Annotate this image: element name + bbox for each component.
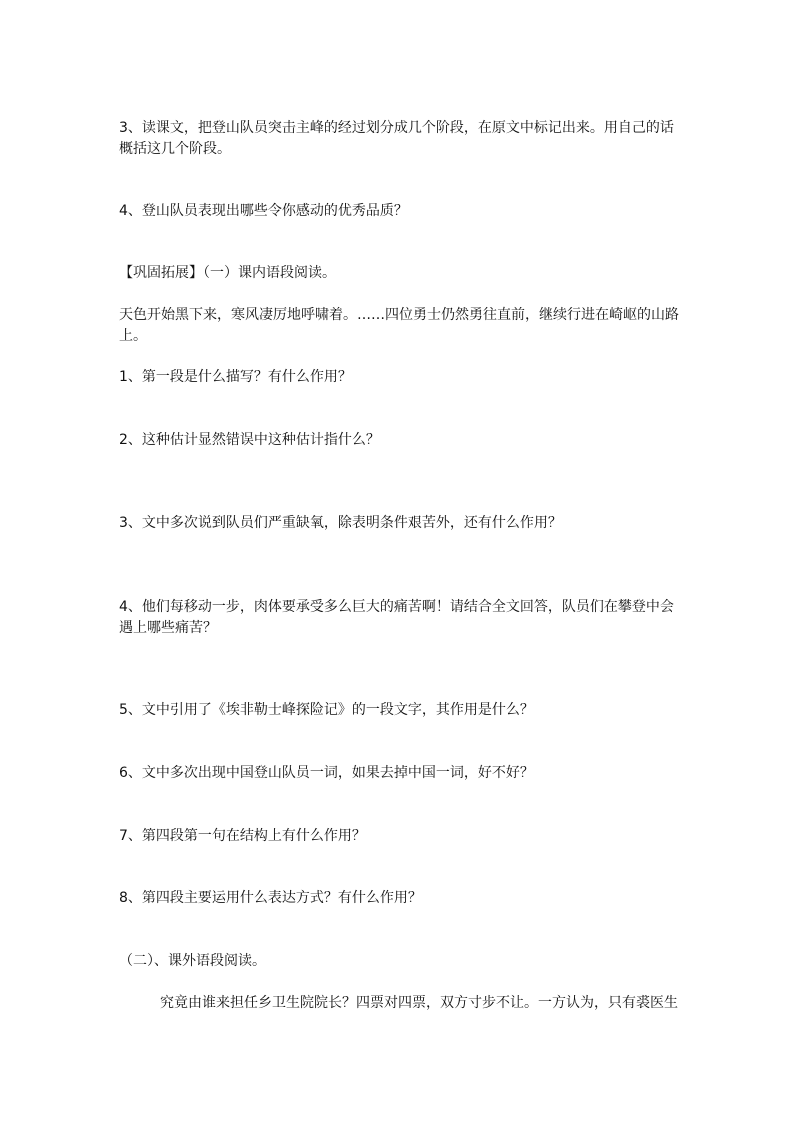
- question-2: 2、这种估计显然错误中这种估计指什么？: [119, 432, 380, 448]
- question-8: 8、第四段主要运用什么表达方式？有什么作用？: [119, 890, 422, 906]
- section-heading-extracurricular: （二）、课外语段阅读。: [119, 953, 266, 969]
- section-heading-consolidate: 【巩固拓展】（一）课内语段阅读。: [119, 265, 336, 281]
- question-6: 6、文中多次出现中国登山队员一词，如果去掉中国一词，好不好？: [119, 765, 534, 781]
- question-reading-4: 4、登山队员表现出哪些令你感动的优秀品质？: [119, 203, 408, 219]
- question-3: 3、文中多次说到队员们严重缺氧，除表明条件艰苦外，还有什么作用？: [119, 515, 562, 531]
- question-7: 7、第四段第一句在结构上有什么作用？: [119, 828, 366, 844]
- passage-excerpt-1: 天色开始黑下来，寒风凄厉地呼啸着。……四位勇士仍然勇往直前，继续行进在崎岖的山路上。: [119, 307, 679, 344]
- question-4: 4、他们每移动一步，肉体要承受多么巨大的痛苦啊！请结合全文回答，队员们在攀登中会遇上哪些痛苦？: [119, 599, 674, 636]
- question-1: 1、第一段是什么描写？有什么作用？: [119, 369, 352, 385]
- question-5: 5、文中引用了《埃非勒士峰探险记》的一段文字，其作用是什么？: [119, 702, 534, 718]
- question-reading-3: 3、读课文，把登山队员突击主峰的经过划分成几个阶段，在原文中标记出来。用自己的话概括这几个阶段。: [119, 120, 674, 157]
- passage-excerpt-2: 究竟由谁来担任乡卫生院院长？四票对四票，双方寸步不让。一方认为，只有裘医生: [160, 995, 678, 1011]
